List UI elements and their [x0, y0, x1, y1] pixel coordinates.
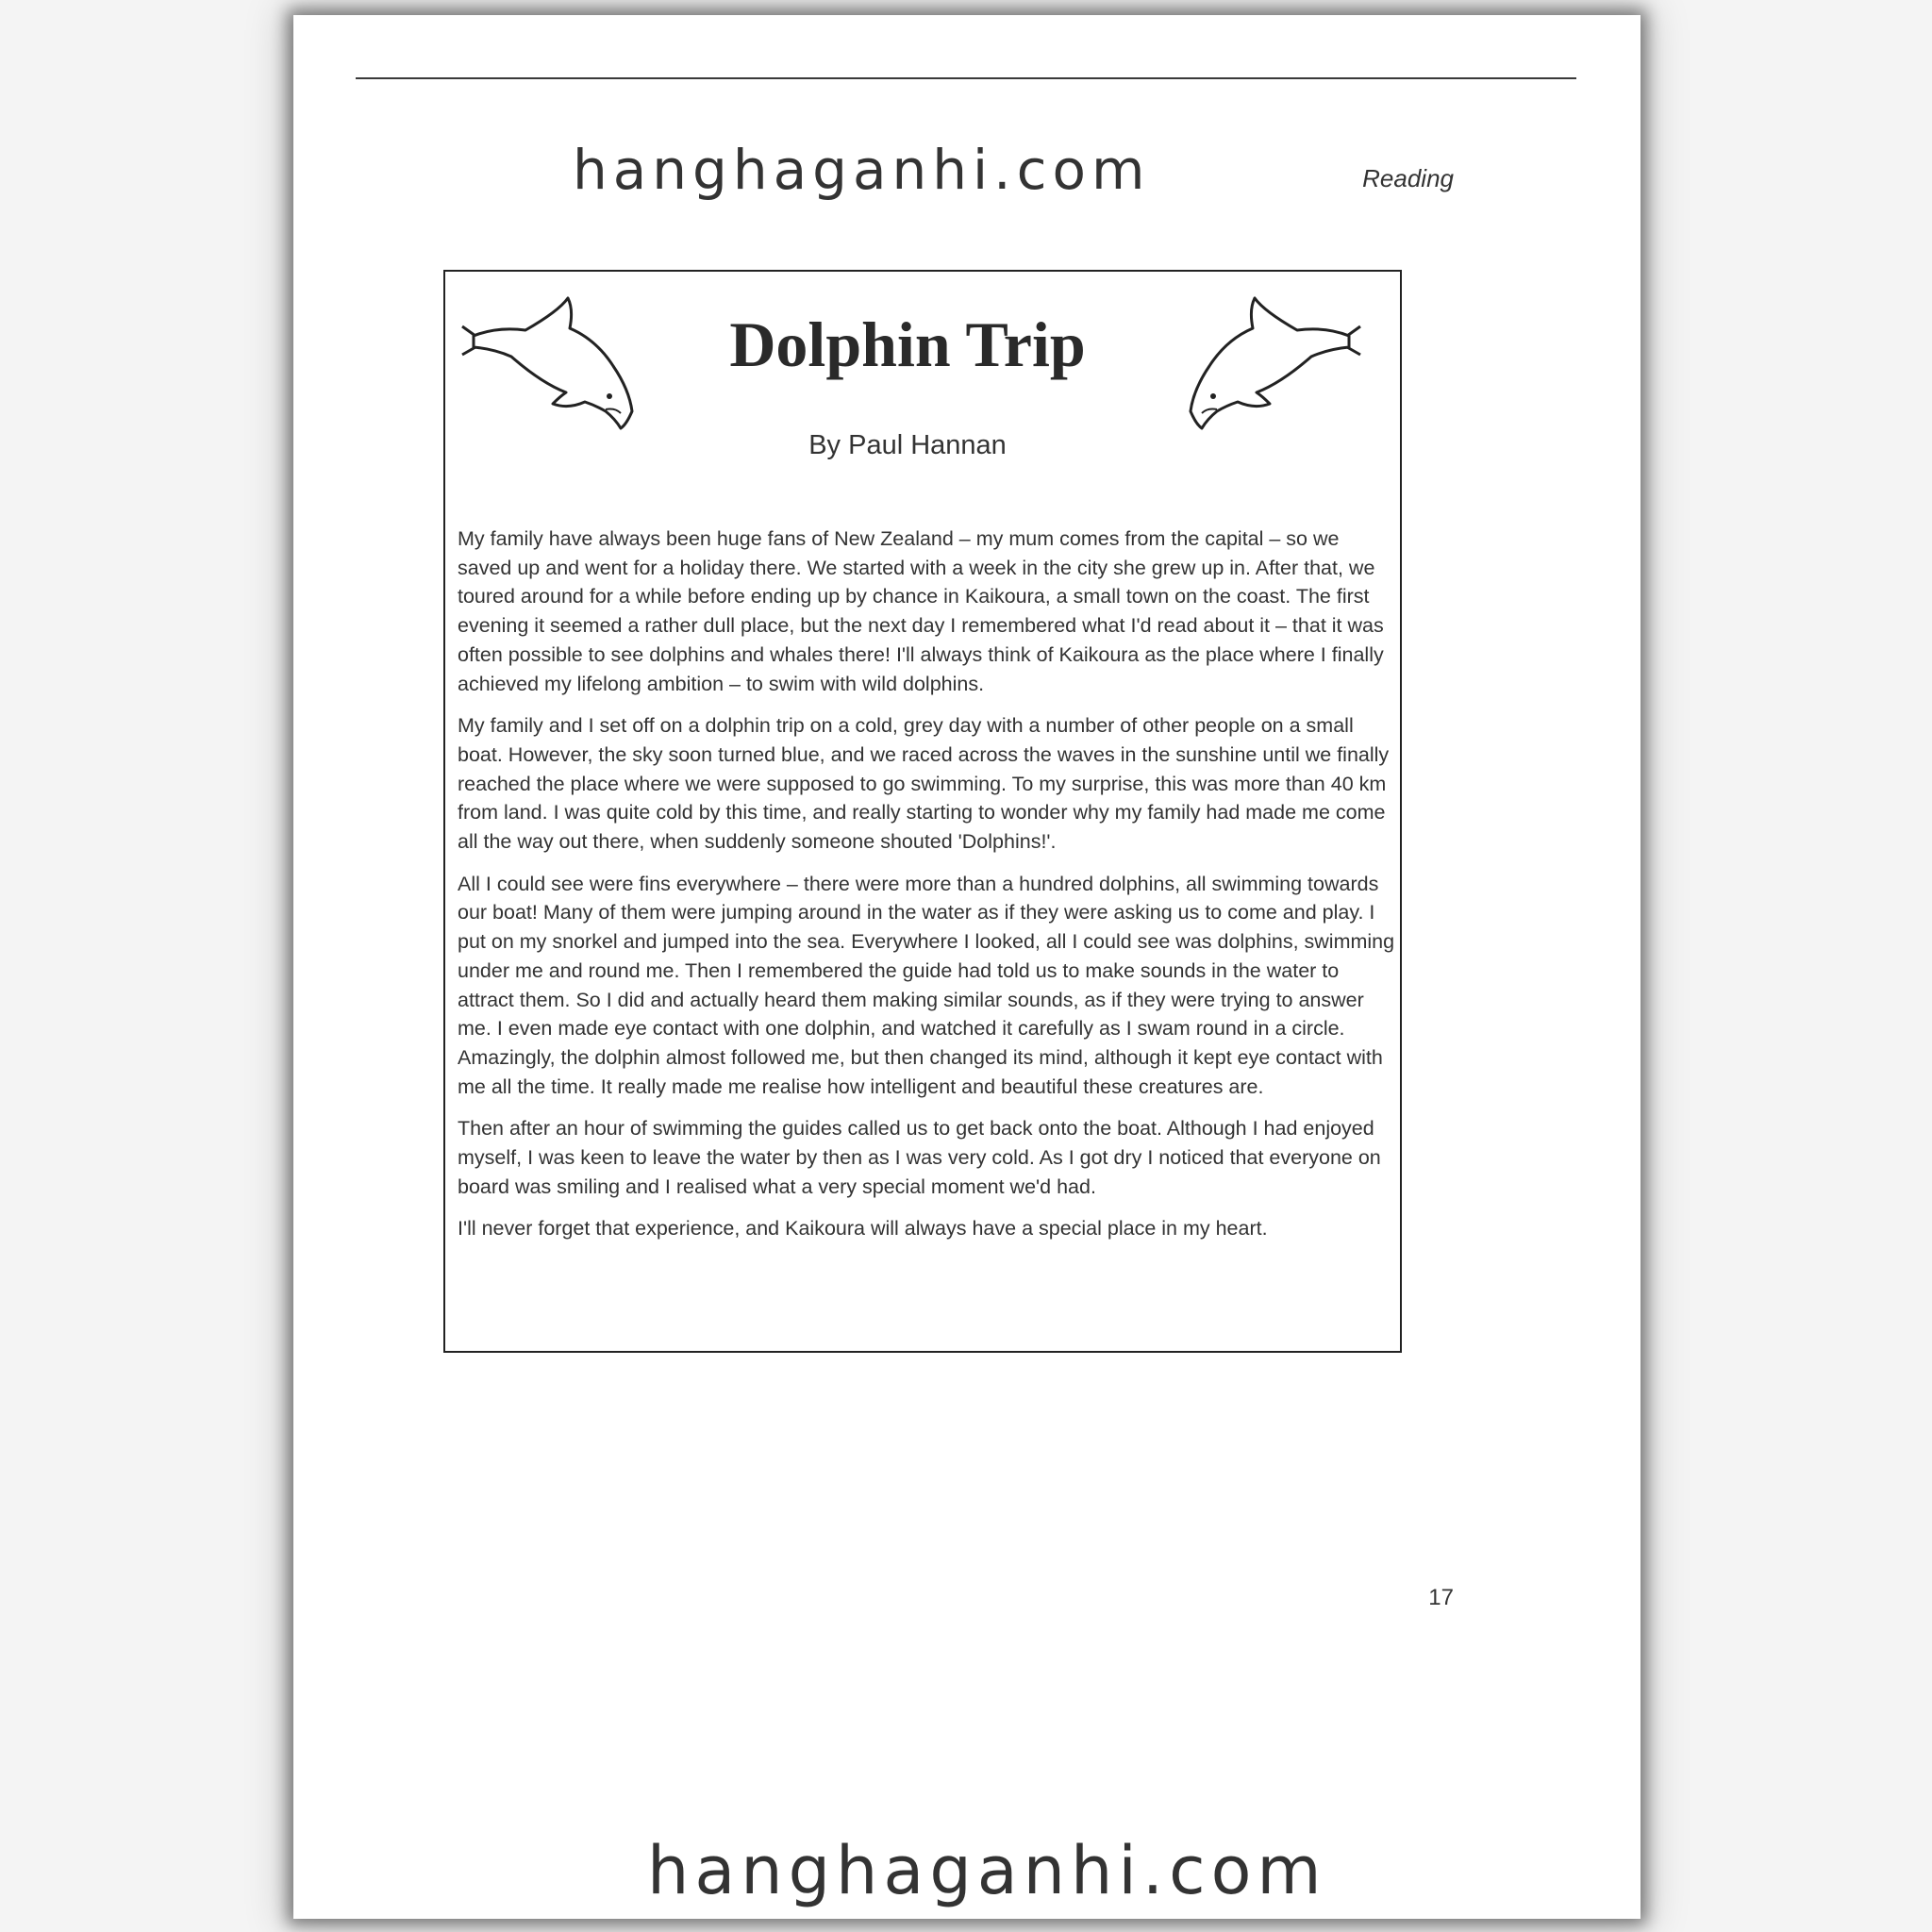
story-byline: By Paul Hannan: [808, 430, 1007, 460]
page-number: 17: [1428, 1585, 1454, 1610]
watermark-top: hanghaganhi.com: [573, 138, 1151, 202]
paragraph: I'll never forget that experience, and Kaikoura will always have a special place in my heart.: [458, 1217, 1268, 1241]
paragraph: All I could see were fins everywhere – there were more than a hundred dolphins, all swimming towards our boat! Many of them were jumping around in the water as if they were asking us to come and play. I put on my snorkel and jumped into the sea. Everywhere I looked, all I could see was dolphins, swimming under me and round me. Then I remembered the guide had told us to make sounds in the water to attract them. So I did and actually heard them making similar sounds, as if they were trying to answer me. I even made eye contact with one dolphin, and watched it carefully as I swam round in a circle. Amazingly, the dolphin almost followed me, but then changed its mind, although it kept eye contact with me all the time. It really made me realise how intelligent and beautiful these creatures are.: [458, 872, 1395, 1098]
paragraph: Then after an hour of swimming the guides called us to get back onto the boat. Although I had enjoyed myself, I was keen to leave the water by then as I was very cold. As I got dry I noticed that everyone on board was smiling and I realised what a very special moment we'd had.: [458, 1117, 1381, 1198]
header-rule: [356, 77, 1576, 79]
story-body: [458, 525, 1396, 1257]
paragraph: My family have always been huge fans of New Zealand – my mum comes from the capital – so we saved up and went for a holiday there. We started with a week in the city she grew up in. After that, we toured around for a while before ending up by chance in Kaikoura, a small town on the coast. The first evening it seemed a rather dull place, but the next day I remembered what I'd read about it – that it was often possible to see dolphins and whales there! I'll always think of Kaikoura as the place where I finally achieved my lifelong ambition – to swim with wild dolphins.: [458, 527, 1384, 695]
paragraph: My family and I set off on a dolphin trip on a cold, grey day with a number of other people on a small boat. However, the sky soon turned blue, and we raced across the waves in the sunshine until we finally reached the place where we were supposed to go swimming. To my surprise, this was more than 40 km from land. I was quite cold by this time, and really starting to wonder why my family had made me come all the way out there, when suddenly someone shouted 'Dolphins!'.: [458, 714, 1390, 854]
story-box: [443, 270, 1402, 1353]
dolphin-right-icon: [1179, 291, 1368, 432]
section-label: Reading: [1362, 164, 1454, 192]
watermark-bottom: hanghaganhi.com: [647, 1832, 1327, 1909]
dolphin-left-icon: [455, 291, 643, 432]
book-page: [293, 15, 1641, 1919]
story-title: Dolphin Trip: [729, 308, 1086, 380]
